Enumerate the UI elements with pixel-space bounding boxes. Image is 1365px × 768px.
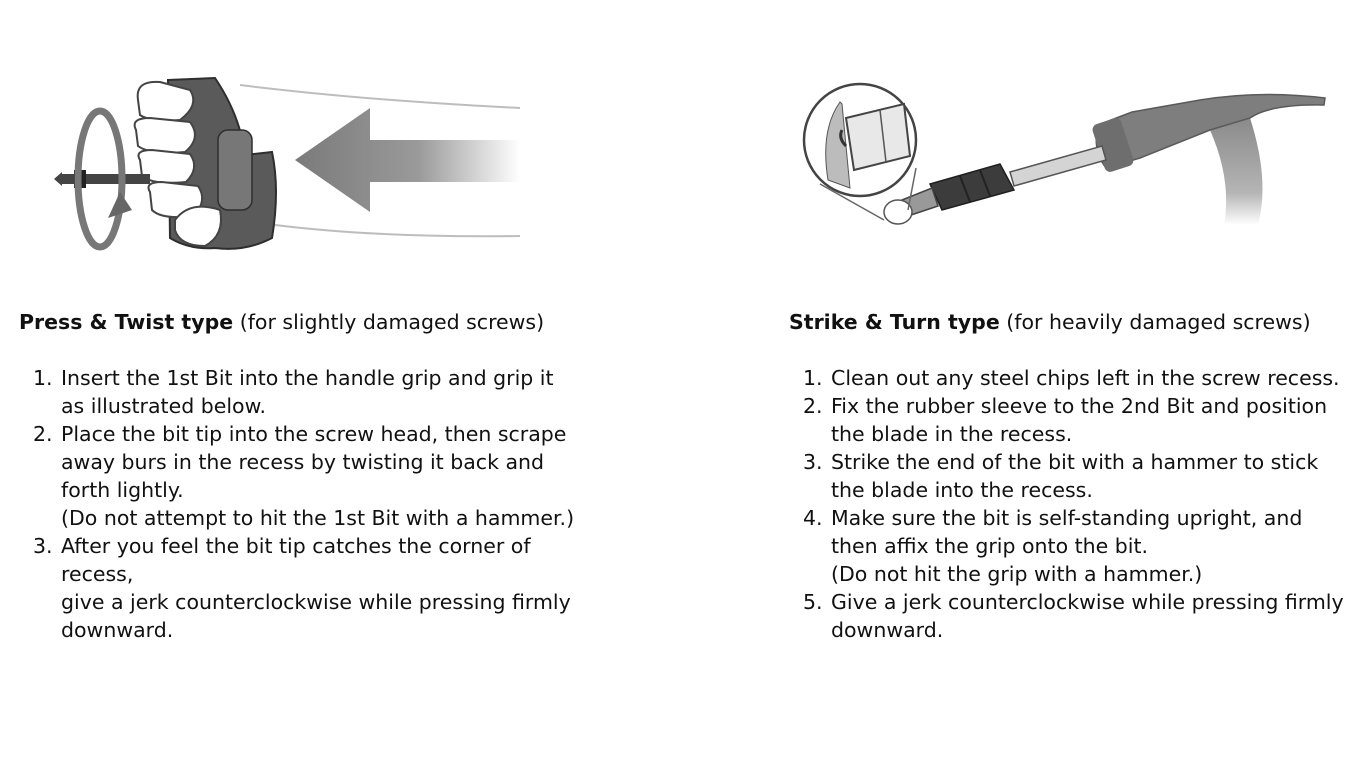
strike-turn-illustration: [780, 60, 1340, 260]
press-twist-section: [19, 308, 619, 644]
list-item: [789, 364, 1359, 392]
step-text: Clean out any steel chips left in the screw recess.: [831, 366, 1340, 390]
step-number: 3.: [803, 450, 823, 474]
list-item: [789, 504, 1359, 588]
step-number: 1.: [803, 366, 823, 390]
step-text: then affix the grip onto the bit.: [831, 534, 1149, 558]
step-text: the blade in the recess.: [831, 422, 1073, 446]
list-item: [19, 364, 619, 420]
step-text: forth lightly.: [61, 478, 184, 502]
step-text: Make sure the bit is self-standing upright, and: [831, 506, 1303, 530]
list-item: [789, 588, 1359, 644]
step-text: Fix the rubber sleeve to the 2nd Bit and position: [831, 394, 1328, 418]
step-text: Strike the end of the bit with a hammer to stick: [831, 450, 1319, 474]
step-number: 2.: [33, 422, 53, 446]
step-text: give a jerk counterclockwise while pressing firmly: [61, 590, 571, 614]
strike-turn-note: (for heavily damaged screws): [1006, 310, 1311, 334]
step-text: as illustrated below.: [61, 394, 266, 418]
press-twist-note: (for slightly damaged screws): [239, 310, 545, 334]
strike-turn-section: [789, 308, 1359, 644]
step-text: Place the bit tip into the screw head, then scrape: [61, 422, 567, 446]
step-text: downward.: [831, 618, 944, 642]
step-text: Insert the 1st Bit into the handle grip and grip it: [61, 366, 554, 390]
step-text: (Do not attempt to hit the 1st Bit with a hammer.): [61, 506, 575, 530]
step-number: 5.: [803, 590, 823, 614]
strike-turn-heading: [789, 308, 1359, 336]
list-item: [789, 392, 1359, 448]
step-text: (Do not hit the grip with a hammer.): [831, 562, 1203, 586]
step-number: 1.: [33, 366, 53, 390]
press-twist-heading: [19, 308, 619, 336]
press-twist-title: Press & Twist type: [19, 310, 234, 334]
list-item: [19, 532, 619, 644]
step-text: Give a jerk counterclockwise while pressing firmly: [831, 590, 1344, 614]
step-text: recess,: [61, 562, 134, 586]
step-text: away burs in the recess by twisting it back and: [61, 450, 545, 474]
rubber-sleeve: [930, 164, 1014, 210]
push-arrow-icon: [295, 108, 520, 212]
step-text: the blade into the recess.: [831, 478, 1093, 502]
list-item: [19, 420, 619, 532]
press-twist-steps: [19, 364, 619, 644]
press-twist-illustration: [40, 60, 540, 270]
step-text: downward.: [61, 618, 174, 642]
strike-turn-title: Strike & Turn type: [789, 310, 1000, 334]
step-number: 3.: [33, 534, 53, 558]
step-number: 2.: [803, 394, 823, 418]
list-item: [789, 448, 1359, 504]
step-number: 4.: [803, 506, 823, 530]
strike-turn-steps: [789, 364, 1359, 644]
step-text: After you feel the bit tip catches the corner of: [61, 534, 531, 558]
bit-shaft: [60, 174, 150, 184]
